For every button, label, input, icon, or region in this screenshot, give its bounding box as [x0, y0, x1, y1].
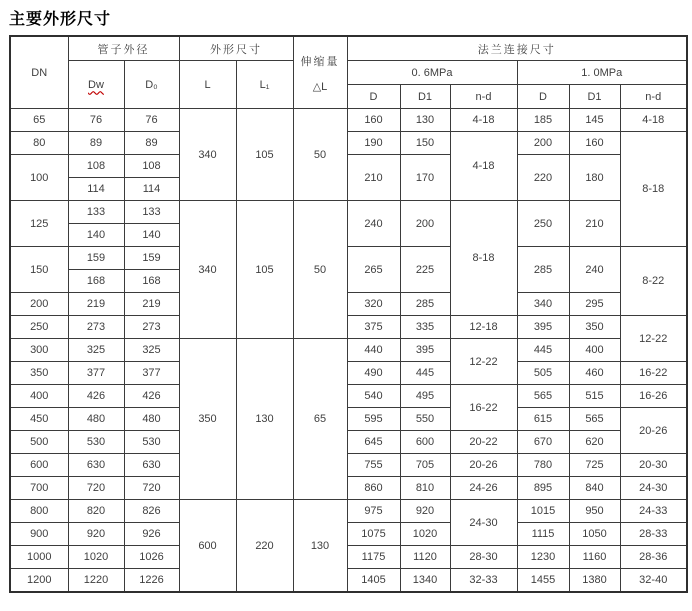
- cell-p10-nd: 20-26: [620, 408, 687, 454]
- cell-dw: 820: [68, 500, 124, 523]
- cell-p06-d: 1405: [347, 569, 400, 593]
- cell-dw: 133: [68, 201, 124, 224]
- cell-p06-d: 540: [347, 385, 400, 408]
- table-row: [10, 477, 687, 500]
- cell-d0: 140: [124, 224, 179, 247]
- cell-p06-d1: 395: [400, 339, 450, 362]
- cell-dn: 800: [10, 500, 68, 523]
- table-row: [10, 500, 687, 523]
- cell-p10-d1: 1160: [569, 546, 620, 569]
- table-row: [10, 201, 687, 224]
- cell-dn: 200: [10, 293, 68, 316]
- cell-p06-d1: 920: [400, 500, 450, 523]
- cell-p10-d: 1015: [517, 500, 569, 523]
- cell-d0: 377: [124, 362, 179, 385]
- cell-d0: 530: [124, 431, 179, 454]
- cell-p10-nd: 4-18: [620, 109, 687, 132]
- cell-d0: 133: [124, 201, 179, 224]
- cell-dn: 100: [10, 155, 68, 201]
- cell-dw: 377: [68, 362, 124, 385]
- cell-p06-d: 240: [347, 201, 400, 247]
- cell-l: 340: [179, 201, 236, 339]
- cell-p06-d1: 130: [400, 109, 450, 132]
- header-dw: [68, 61, 124, 109]
- cell-dn: 1200: [10, 569, 68, 593]
- cell-p06-d: 490: [347, 362, 400, 385]
- cell-dw: 480: [68, 408, 124, 431]
- cell-d0: 926: [124, 523, 179, 546]
- cell-p06-nd: 20-22: [450, 431, 517, 454]
- header-d-10: D: [517, 85, 569, 109]
- cell-d0: 426: [124, 385, 179, 408]
- table-row: [10, 431, 687, 454]
- cell-dw: 89: [68, 132, 124, 155]
- cell-p06-d1: 285: [400, 293, 450, 316]
- cell-p06-nd: 32-33: [450, 569, 517, 593]
- header-nd-10: n-d: [620, 85, 687, 109]
- cell-dn: 1000: [10, 546, 68, 569]
- cell-l1: 105: [236, 109, 293, 201]
- cell-p10-d1: 400: [569, 339, 620, 362]
- cell-p06-d1: 200: [400, 201, 450, 247]
- cell-p06-nd: 4-18: [450, 132, 517, 201]
- cell-p10-nd: 24-33: [620, 500, 687, 523]
- cell-p06-nd: 8-18: [450, 201, 517, 316]
- cell-d0: 480: [124, 408, 179, 431]
- cell-p06-d: 755: [347, 454, 400, 477]
- cell-d0: 159: [124, 247, 179, 270]
- cell-dw: 426: [68, 385, 124, 408]
- cell-dw: 530: [68, 431, 124, 454]
- cell-p06-d: 440: [347, 339, 400, 362]
- cell-dn: 700: [10, 477, 68, 500]
- header-flange-group: 法兰连接尺寸: [347, 36, 687, 61]
- cell-p10-d1: 725: [569, 454, 620, 477]
- header-d0: D₀: [124, 61, 179, 109]
- table-row: [10, 247, 687, 270]
- header-d-06: D: [347, 85, 400, 109]
- cell-p06-d: 860: [347, 477, 400, 500]
- cell-p10-nd: 8-22: [620, 247, 687, 316]
- cell-l: 350: [179, 339, 236, 500]
- cell-p10-d: 895: [517, 477, 569, 500]
- cell-dn: 400: [10, 385, 68, 408]
- cell-p10-nd: 28-36: [620, 546, 687, 569]
- cell-p06-d1: 445: [400, 362, 450, 385]
- cell-dl: 50: [293, 109, 347, 201]
- cell-p10-nd: 8-18: [620, 132, 687, 247]
- cell-p06-d: 975: [347, 500, 400, 523]
- table-row: [10, 316, 687, 339]
- table-row: [10, 132, 687, 155]
- cell-dw: 159: [68, 247, 124, 270]
- cell-p10-d1: 515: [569, 385, 620, 408]
- cell-dn: 900: [10, 523, 68, 546]
- cell-dn: 600: [10, 454, 68, 477]
- cell-p10-d1: 620: [569, 431, 620, 454]
- cell-d0: 76: [124, 109, 179, 132]
- cell-l: 600: [179, 500, 236, 593]
- table-row: [10, 362, 687, 385]
- cell-p06-d1: 225: [400, 247, 450, 293]
- cell-dw: 1020: [68, 546, 124, 569]
- cell-p06-d1: 705: [400, 454, 450, 477]
- cell-p10-d: 200: [517, 132, 569, 155]
- cell-p10-d1: 240: [569, 247, 620, 293]
- cell-dw: 140: [68, 224, 124, 247]
- table-row: [10, 454, 687, 477]
- cell-p06-nd: 12-22: [450, 339, 517, 385]
- cell-p06-d: 160: [347, 109, 400, 132]
- header-nd-06: n-d: [450, 85, 517, 109]
- cell-p10-nd: 20-30: [620, 454, 687, 477]
- cell-dl: 130: [293, 500, 347, 593]
- header-l1: L₁: [236, 61, 293, 109]
- cell-p06-d: 375: [347, 316, 400, 339]
- cell-p06-d1: 150: [400, 132, 450, 155]
- header-pressure-06: 0. 6MPa: [347, 61, 517, 85]
- cell-d0: 168: [124, 270, 179, 293]
- header-expansion-label: 伸缩量: [300, 55, 340, 68]
- header-dn: DN: [10, 36, 68, 109]
- table-row: [10, 293, 687, 316]
- cell-p06-d: 320: [347, 293, 400, 316]
- cell-p06-d1: 335: [400, 316, 450, 339]
- cell-p06-nd: 24-30: [450, 500, 517, 546]
- cell-dw: 630: [68, 454, 124, 477]
- cell-dn: 300: [10, 339, 68, 362]
- cell-l1: 130: [236, 339, 293, 500]
- cell-d0: 826: [124, 500, 179, 523]
- cell-p06-d1: 1020: [400, 523, 450, 546]
- cell-p10-d1: 460: [569, 362, 620, 385]
- cell-p06-d: 1075: [347, 523, 400, 546]
- cell-p10-d: 1115: [517, 523, 569, 546]
- cell-p10-d: 340: [517, 293, 569, 316]
- cell-p10-d1: 295: [569, 293, 620, 316]
- cell-p06-d1: 1120: [400, 546, 450, 569]
- header-dim-group: 外形尺寸: [179, 36, 293, 61]
- header-l: L: [179, 61, 236, 109]
- cell-p10-d: 1455: [517, 569, 569, 593]
- cell-dw: 1220: [68, 569, 124, 593]
- cell-l1: 105: [236, 201, 293, 339]
- cell-dl: 50: [293, 201, 347, 339]
- cell-p06-d1: 600: [400, 431, 450, 454]
- cell-d0: 273: [124, 316, 179, 339]
- cell-dw: 273: [68, 316, 124, 339]
- table-row: [10, 523, 687, 546]
- cell-p10-nd: 16-22: [620, 362, 687, 385]
- cell-p06-nd: 16-22: [450, 385, 517, 431]
- cell-p06-d1: 810: [400, 477, 450, 500]
- cell-dl: 65: [293, 339, 347, 500]
- cell-dw: 114: [68, 178, 124, 201]
- cell-d0: 89: [124, 132, 179, 155]
- cell-p06-d1: 1340: [400, 569, 450, 593]
- cell-dn: 450: [10, 408, 68, 431]
- cell-p06-d1: 170: [400, 155, 450, 201]
- cell-p10-d: 615: [517, 408, 569, 431]
- cell-p10-d1: 840: [569, 477, 620, 500]
- cell-p10-d1: 565: [569, 408, 620, 431]
- cell-d0: 1026: [124, 546, 179, 569]
- cell-p10-d1: 160: [569, 132, 620, 155]
- table-row: [10, 339, 687, 362]
- cell-p06-nd: 28-30: [450, 546, 517, 569]
- cell-p10-d: 185: [517, 109, 569, 132]
- cell-p10-d: 780: [517, 454, 569, 477]
- table-row: [10, 569, 687, 593]
- cell-p06-nd: 20-26: [450, 454, 517, 477]
- cell-p06-nd: 4-18: [450, 109, 517, 132]
- cell-p06-d: 210: [347, 155, 400, 201]
- cell-p06-d: 1175: [347, 546, 400, 569]
- cell-d0: 720: [124, 477, 179, 500]
- cell-dw: 219: [68, 293, 124, 316]
- cell-p10-nd: 32-40: [620, 569, 687, 593]
- cell-p06-d1: 550: [400, 408, 450, 431]
- cell-l1: 220: [236, 500, 293, 593]
- cell-d0: 1226: [124, 569, 179, 593]
- cell-dw: 76: [68, 109, 124, 132]
- header-row-pressure: [10, 61, 687, 85]
- cell-dn: 150: [10, 247, 68, 293]
- cell-p10-d1: 1050: [569, 523, 620, 546]
- cell-d0: 219: [124, 293, 179, 316]
- table-row: [10, 109, 687, 132]
- cell-p10-nd: 16-26: [620, 385, 687, 408]
- cell-d0: 108: [124, 155, 179, 178]
- table-row: [10, 546, 687, 569]
- cell-p06-d1: 495: [400, 385, 450, 408]
- cell-p10-d: 1230: [517, 546, 569, 569]
- header-d1-10: D1: [569, 85, 620, 109]
- page-title: 主要外形尺寸: [9, 11, 112, 28]
- cell-p10-nd: 12-22: [620, 316, 687, 362]
- cell-p10-d1: 210: [569, 201, 620, 247]
- cell-dw: 108: [68, 155, 124, 178]
- cell-p10-d: 395: [517, 316, 569, 339]
- cell-p10-nd: 24-30: [620, 477, 687, 500]
- cell-dn: 500: [10, 431, 68, 454]
- page: [0, 6, 692, 593]
- cell-p10-d: 445: [517, 339, 569, 362]
- cell-d0: 325: [124, 339, 179, 362]
- cell-p10-d: 250: [517, 201, 569, 247]
- cell-d0: 114: [124, 178, 179, 201]
- cell-p06-nd: 12-18: [450, 316, 517, 339]
- cell-p10-d1: 1380: [569, 569, 620, 593]
- table-row: [10, 385, 687, 408]
- cell-dn: 125: [10, 201, 68, 247]
- cell-dw: 920: [68, 523, 124, 546]
- cell-d0: 630: [124, 454, 179, 477]
- header-d1-06: D1: [400, 85, 450, 109]
- cell-p06-d: 595: [347, 408, 400, 431]
- cell-p06-d: 645: [347, 431, 400, 454]
- cell-dw: 720: [68, 477, 124, 500]
- cell-p10-d: 670: [517, 431, 569, 454]
- dimensions-table: [9, 35, 688, 593]
- cell-p10-d1: 950: [569, 500, 620, 523]
- cell-p10-d: 505: [517, 362, 569, 385]
- cell-dn: 350: [10, 362, 68, 385]
- cell-p10-d: 220: [517, 155, 569, 201]
- cell-p06-d: 265: [347, 247, 400, 293]
- header-pipe-od-group: 管子外径: [68, 36, 179, 61]
- header-dw-label: Dw: [88, 78, 104, 91]
- header-row-groups: [10, 36, 687, 61]
- cell-p10-d1: 180: [569, 155, 620, 201]
- cell-l: 340: [179, 109, 236, 201]
- header-expansion-symbol: △L: [312, 80, 328, 93]
- cell-p06-d: 190: [347, 132, 400, 155]
- cell-p06-nd: 24-26: [450, 477, 517, 500]
- cell-dn: 65: [10, 109, 68, 132]
- cell-p10-d: 565: [517, 385, 569, 408]
- header-expansion: [293, 36, 347, 109]
- cell-p10-nd: 28-33: [620, 523, 687, 546]
- cell-dw: 168: [68, 270, 124, 293]
- table-row: [10, 155, 687, 178]
- cell-p10-d: 285: [517, 247, 569, 293]
- cell-p10-d1: 145: [569, 109, 620, 132]
- header-pressure-10: 1. 0MPa: [517, 61, 687, 85]
- table-row: [10, 408, 687, 431]
- cell-dn: 80: [10, 132, 68, 155]
- cell-dn: 250: [10, 316, 68, 339]
- cell-p10-d1: 350: [569, 316, 620, 339]
- cell-dw: 325: [68, 339, 124, 362]
